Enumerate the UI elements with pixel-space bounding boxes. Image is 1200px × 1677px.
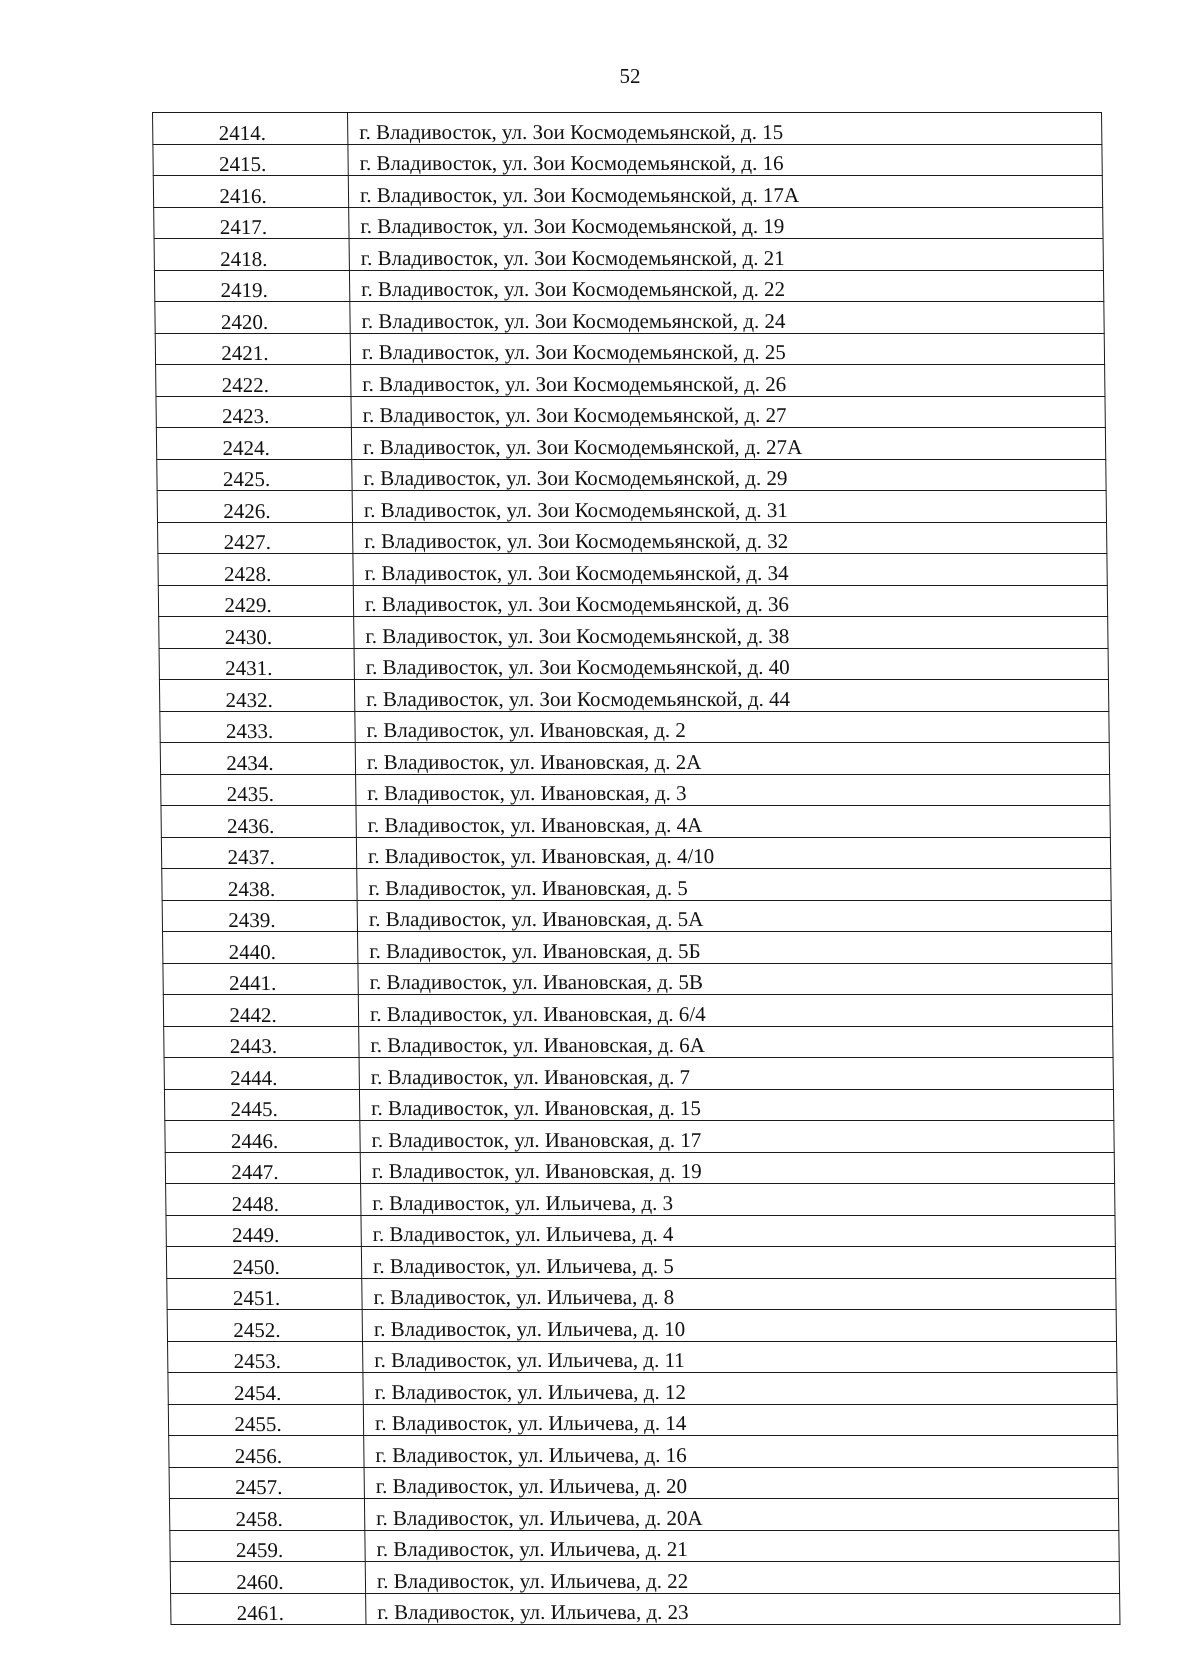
address-cell: г. Владивосток, ул. Ильичева, д. 3	[361, 1184, 1115, 1216]
table-row	[170, 1562, 1119, 1594]
table-row	[167, 1310, 1116, 1342]
row-number: 2426.	[157, 491, 352, 523]
address-cell: г. Владивосток, ул. Ильичева, д. 22	[365, 1562, 1119, 1594]
table-row	[154, 270, 1103, 302]
address-cell: г. Владивосток, ул. Ильичева, д. 16	[364, 1436, 1118, 1468]
row-number: 2416.	[153, 176, 348, 208]
address-cell: г. Владивосток, ул. Ильичева, д. 8	[362, 1278, 1116, 1310]
address-cell: г. Владивосток, ул. Зои Космодемьянской, д. 44	[354, 680, 1108, 712]
table-row	[169, 1499, 1118, 1531]
table-row	[154, 239, 1103, 271]
row-number: 2451.	[167, 1278, 362, 1310]
row-number: 2446.	[165, 1121, 360, 1153]
address-cell: г. Владивосток, ул. Ивановская, д. 2А	[355, 743, 1109, 775]
table-row	[157, 459, 1106, 491]
table-row	[160, 711, 1109, 743]
table-row	[168, 1373, 1117, 1405]
address-cell: г. Владивосток, ул. Ильичева, д. 23	[366, 1593, 1120, 1625]
table-row	[168, 1404, 1117, 1436]
row-number: 2418.	[154, 239, 349, 271]
address-cell: г. Владивосток, ул. Зои Космодемьянской, д. 19	[349, 207, 1103, 239]
row-number: 2421.	[155, 333, 350, 365]
table-row	[162, 900, 1111, 932]
table-row	[153, 113, 1102, 145]
table-row	[167, 1278, 1116, 1310]
row-number: 2423.	[156, 396, 351, 428]
address-cell: г. Владивосток, ул. Ильичева, д. 20А	[364, 1499, 1118, 1531]
table-row	[166, 1184, 1115, 1216]
address-cell: г. Владивосток, ул. Ильичева, д. 12	[363, 1373, 1117, 1405]
address-cell: г. Владивосток, ул. Ильичева, д. 21	[365, 1530, 1119, 1562]
table-row	[171, 1593, 1120, 1625]
address-cell: г. Владивосток, ул. Зои Космодемьянской, д. 34	[353, 554, 1107, 586]
address-cell: г. Владивосток, ул. Зои Космодемьянской, д. 29	[352, 459, 1106, 491]
row-number: 2434.	[160, 743, 355, 775]
address-cell: г. Владивосток, ул. Ивановская, д. 5Б	[358, 932, 1112, 964]
table-row	[156, 396, 1105, 428]
row-number: 2445.	[164, 1089, 359, 1121]
address-cell: г. Владивосток, ул. Зои Космодемьянской, д. 31	[352, 491, 1106, 523]
table-row	[159, 617, 1108, 649]
table-row	[169, 1467, 1118, 1499]
address-cell: г. Владивосток, ул. Ивановская, д. 5	[357, 869, 1111, 901]
table-row	[163, 932, 1112, 964]
table-row	[156, 365, 1105, 397]
row-number: 2442.	[163, 995, 358, 1027]
address-cell: г. Владивосток, ул. Зои Космодемьянской, д. 26	[351, 365, 1105, 397]
table-row	[157, 491, 1106, 523]
address-cell: г. Владивосток, ул. Зои Космодемьянской, д. 17А	[348, 176, 1102, 208]
address-cell: г. Владивосток, ул. Зои Космодемьянской, д. 24	[350, 302, 1104, 334]
table-row	[158, 522, 1107, 554]
address-cell: г. Владивосток, ул. Ильичева, д. 11	[363, 1341, 1117, 1373]
table-row	[165, 1152, 1114, 1184]
row-number: 2428.	[158, 554, 353, 586]
table-row	[155, 302, 1104, 334]
row-number: 2439.	[162, 900, 357, 932]
row-number: 2417.	[154, 207, 349, 239]
row-number: 2419.	[154, 270, 349, 302]
table-row	[154, 207, 1103, 239]
address-cell: г. Владивосток, ул. Ивановская, д. 6/4	[358, 995, 1112, 1027]
row-number: 2448.	[166, 1184, 361, 1216]
address-cell: г. Владивосток, ул. Ильичева, д. 4	[361, 1215, 1115, 1247]
address-cell: г. Владивосток, ул. Ильичева, д. 10	[362, 1310, 1116, 1342]
address-cell: г. Владивосток, ул. Ильичева, д. 20	[364, 1467, 1118, 1499]
address-cell: г. Владивосток, ул. Зои Космодемьянской, д. 15	[348, 113, 1102, 145]
address-cell: г. Владивосток, ул. Зои Космодемьянской, д. 32	[353, 522, 1107, 554]
address-cell: г. Владивосток, ул. Ивановская, д. 7	[359, 1058, 1113, 1090]
row-number: 2461.	[171, 1593, 366, 1625]
row-number: 2438.	[162, 869, 357, 901]
address-table	[152, 112, 1120, 1625]
row-number: 2459.	[170, 1530, 365, 1562]
address-cell: г. Владивосток, ул. Зои Космодемьянской, д. 27	[351, 396, 1105, 428]
address-cell: г. Владивосток, ул. Зои Космодемьянской, д. 25	[350, 333, 1104, 365]
row-number: 2456.	[169, 1436, 364, 1468]
table-row	[164, 1026, 1113, 1058]
address-cell: г. Владивосток, ул. Ивановская, д. 4А	[356, 806, 1110, 838]
row-number: 2458.	[169, 1499, 364, 1531]
row-number: 2441.	[163, 963, 358, 995]
table-row	[170, 1530, 1119, 1562]
row-number: 2430.	[159, 617, 354, 649]
address-cell: г. Владивосток, ул. Ильичева, д. 5	[361, 1247, 1115, 1279]
address-cell: г. Владивосток, ул. Ивановская, д. 4/10	[356, 837, 1110, 869]
address-cell: г. Владивосток, ул. Ивановская, д. 5В	[358, 963, 1112, 995]
row-number: 2425.	[157, 459, 352, 491]
row-number: 2414.	[153, 113, 348, 145]
address-cell: г. Владивосток, ул. Ивановская, д. 19	[360, 1152, 1114, 1184]
table-row	[158, 554, 1107, 586]
table-row	[162, 869, 1111, 901]
table-row	[165, 1121, 1114, 1153]
row-number: 2447.	[165, 1152, 360, 1184]
address-cell: г. Владивосток, ул. Ильичева, д. 14	[363, 1404, 1117, 1436]
row-number: 2453.	[168, 1341, 363, 1373]
row-number: 2431.	[159, 648, 354, 680]
table-row	[163, 995, 1112, 1027]
address-cell: г. Владивосток, ул. Зои Космодемьянской, д. 36	[353, 585, 1107, 617]
address-cell: г. Владивосток, ул. Ивановская, д. 2	[355, 711, 1109, 743]
table-row	[166, 1215, 1115, 1247]
row-number: 2433.	[160, 711, 355, 743]
row-number: 2452.	[167, 1310, 362, 1342]
table-row	[168, 1341, 1117, 1373]
row-number: 2415.	[153, 144, 348, 176]
row-number: 2450.	[166, 1247, 361, 1279]
page-number: 52	[619, 64, 641, 88]
table-row	[164, 1089, 1113, 1121]
row-number: 2449.	[166, 1215, 361, 1247]
table-row	[153, 144, 1102, 176]
row-number: 2460.	[170, 1562, 365, 1594]
table-row	[161, 774, 1110, 806]
address-cell: г. Владивосток, ул. Ивановская, д. 3	[356, 774, 1110, 806]
table-row	[166, 1247, 1115, 1279]
row-number: 2432.	[159, 680, 354, 712]
table-row	[158, 585, 1107, 617]
address-cell: г. Владивосток, ул. Зои Космодемьянской, д. 40	[354, 648, 1108, 680]
row-number: 2429.	[158, 585, 353, 617]
table-row	[159, 648, 1108, 680]
address-cell: г. Владивосток, ул. Ивановская, д. 5А	[357, 900, 1111, 932]
table-row	[155, 333, 1104, 365]
row-number: 2420.	[155, 302, 350, 334]
row-number: 2457.	[169, 1467, 364, 1499]
address-cell: г. Владивосток, ул. Зои Космодемьянской, д. 21	[349, 239, 1103, 271]
address-cell: г. Владивосток, ул. Зои Космодемьянской, д. 27А	[351, 428, 1105, 460]
address-table-body	[153, 113, 1120, 1625]
table-row	[161, 806, 1110, 838]
row-number: 2435.	[161, 774, 356, 806]
table-row	[163, 963, 1112, 995]
address-cell: г. Владивосток, ул. Зои Космодемьянской, д. 16	[348, 144, 1102, 176]
table-row	[160, 743, 1109, 775]
row-number: 2424.	[156, 428, 351, 460]
row-number: 2440.	[163, 932, 358, 964]
row-number: 2422.	[156, 365, 351, 397]
address-cell: г. Владивосток, ул. Зои Космодемьянской, д. 22	[349, 270, 1103, 302]
row-number: 2444.	[164, 1058, 359, 1090]
table-row	[169, 1436, 1118, 1468]
address-cell: г. Владивосток, ул. Ивановская, д. 15	[359, 1089, 1113, 1121]
row-number: 2455.	[168, 1404, 363, 1436]
table-row	[161, 837, 1110, 869]
address-cell: г. Владивосток, ул. Ивановская, д. 6А	[359, 1026, 1113, 1058]
table-row	[159, 680, 1108, 712]
table-row	[156, 428, 1105, 460]
address-cell: г. Владивосток, ул. Зои Космодемьянской, д. 38	[354, 617, 1108, 649]
row-number: 2443.	[164, 1026, 359, 1058]
table-row	[164, 1058, 1113, 1090]
table-row	[153, 176, 1102, 208]
row-number: 2427.	[158, 522, 353, 554]
row-number: 2454.	[168, 1373, 363, 1405]
row-number: 2437.	[161, 837, 356, 869]
row-number: 2436.	[161, 806, 356, 838]
address-cell: г. Владивосток, ул. Ивановская, д. 17	[360, 1121, 1114, 1153]
